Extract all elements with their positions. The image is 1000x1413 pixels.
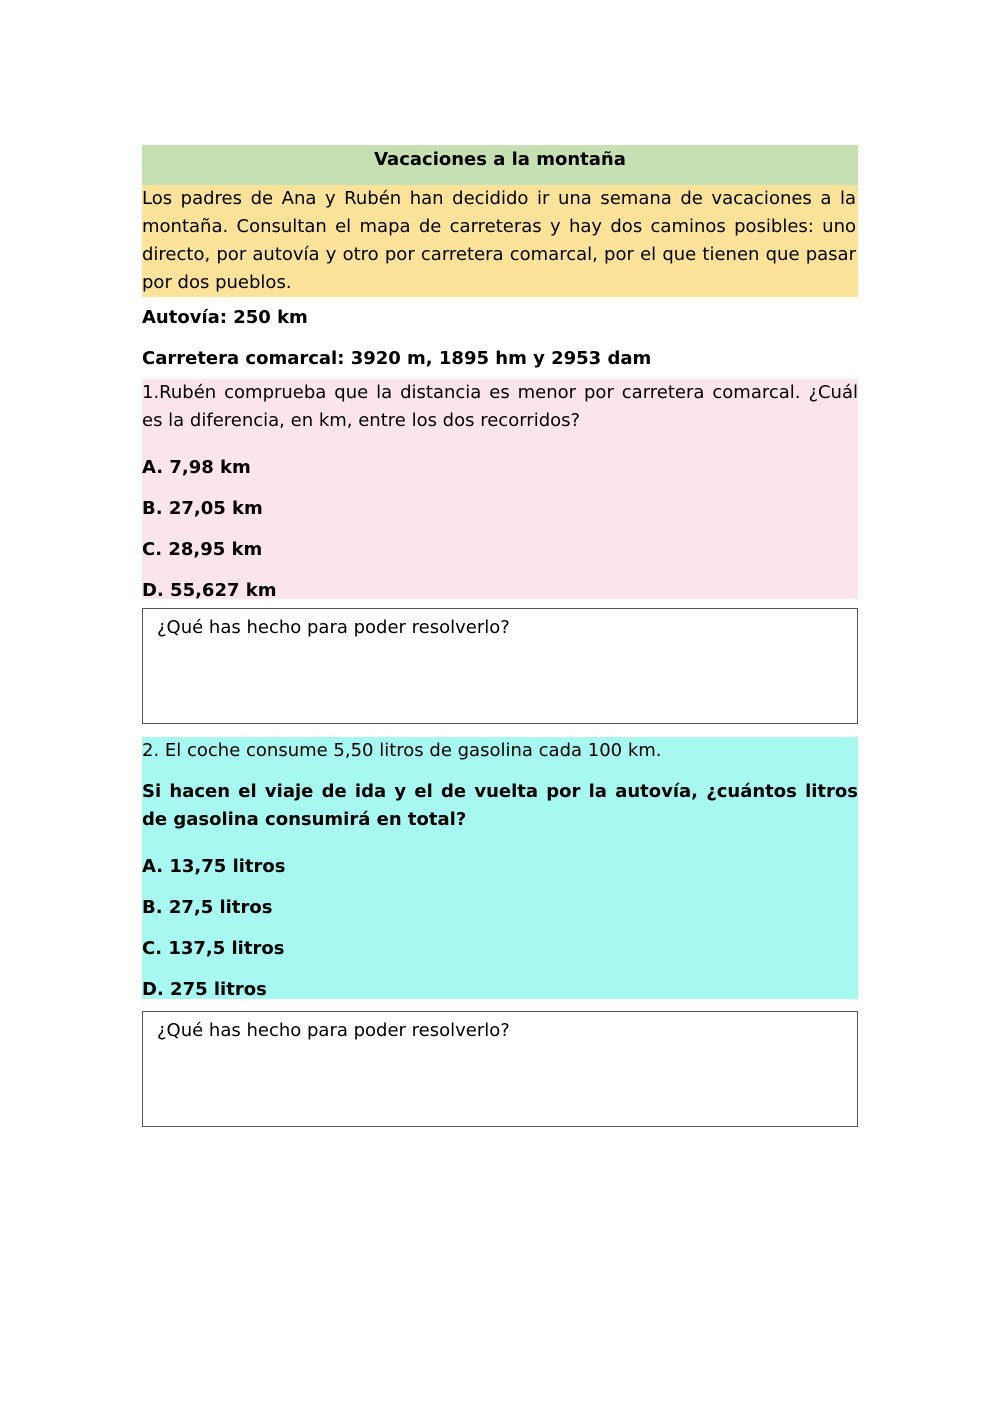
question-1-option-a[interactable]: A. 7,98 km <box>142 457 251 478</box>
worksheet-title: Vacaciones a la montaña <box>142 145 858 185</box>
question-2-option-b[interactable]: B. 27,5 litros <box>142 897 273 918</box>
fact-comarcal: Carretera comarcal: 3920 m, 1895 hm y 2953 dam <box>142 348 652 369</box>
question-1-option-d[interactable]: D. 55,627 km <box>142 580 277 601</box>
question-2-option-d[interactable]: D. 275 litros <box>142 979 267 1000</box>
question-1-answer-box[interactable] <box>142 608 858 724</box>
worksheet <box>142 145 858 1127</box>
question-2-answer-box[interactable] <box>142 1011 858 1127</box>
question-2-text: 2. El coche consume 5,50 litros de gasolina cada 100 km. <box>142 740 662 761</box>
question-2-option-a[interactable]: A. 13,75 litros <box>142 856 286 877</box>
fact-autovia: Autovía: 250 km <box>142 307 308 328</box>
question-1-text: 1.Rubén comprueba que la distancia es menor por carretera comarcal. ¿Cuál es la diferencia, en km, entre los dos recorridos? <box>142 382 858 431</box>
question-2-answer-prompt: ¿Qué has hecho para poder resolverlo? <box>157 1020 510 1041</box>
question-1-option-c[interactable]: C. 28,95 km <box>142 539 263 560</box>
intro-paragraph: Los padres de Ana y Rubén han decidido ir una semana de vacaciones a la montaña. Consultan el mapa de carreteras y hay dos caminos posibles: uno directo, por autovía y otro por carretera comarcal, por el que tienen que pasar por dos pueblos. <box>142 185 858 297</box>
question-2-block <box>142 737 858 999</box>
question-2-question: Si hacen el viaje de ida y el de vuelta por la autovía, ¿cuántos litros de gasolina consumirá en total? <box>142 781 858 830</box>
question-1-block <box>142 379 858 599</box>
question-2-option-c[interactable]: C. 137,5 litros <box>142 938 285 959</box>
question-1-option-b[interactable]: B. 27,05 km <box>142 498 263 519</box>
question-1-answer-prompt: ¿Qué has hecho para poder resolverlo? <box>157 617 510 638</box>
